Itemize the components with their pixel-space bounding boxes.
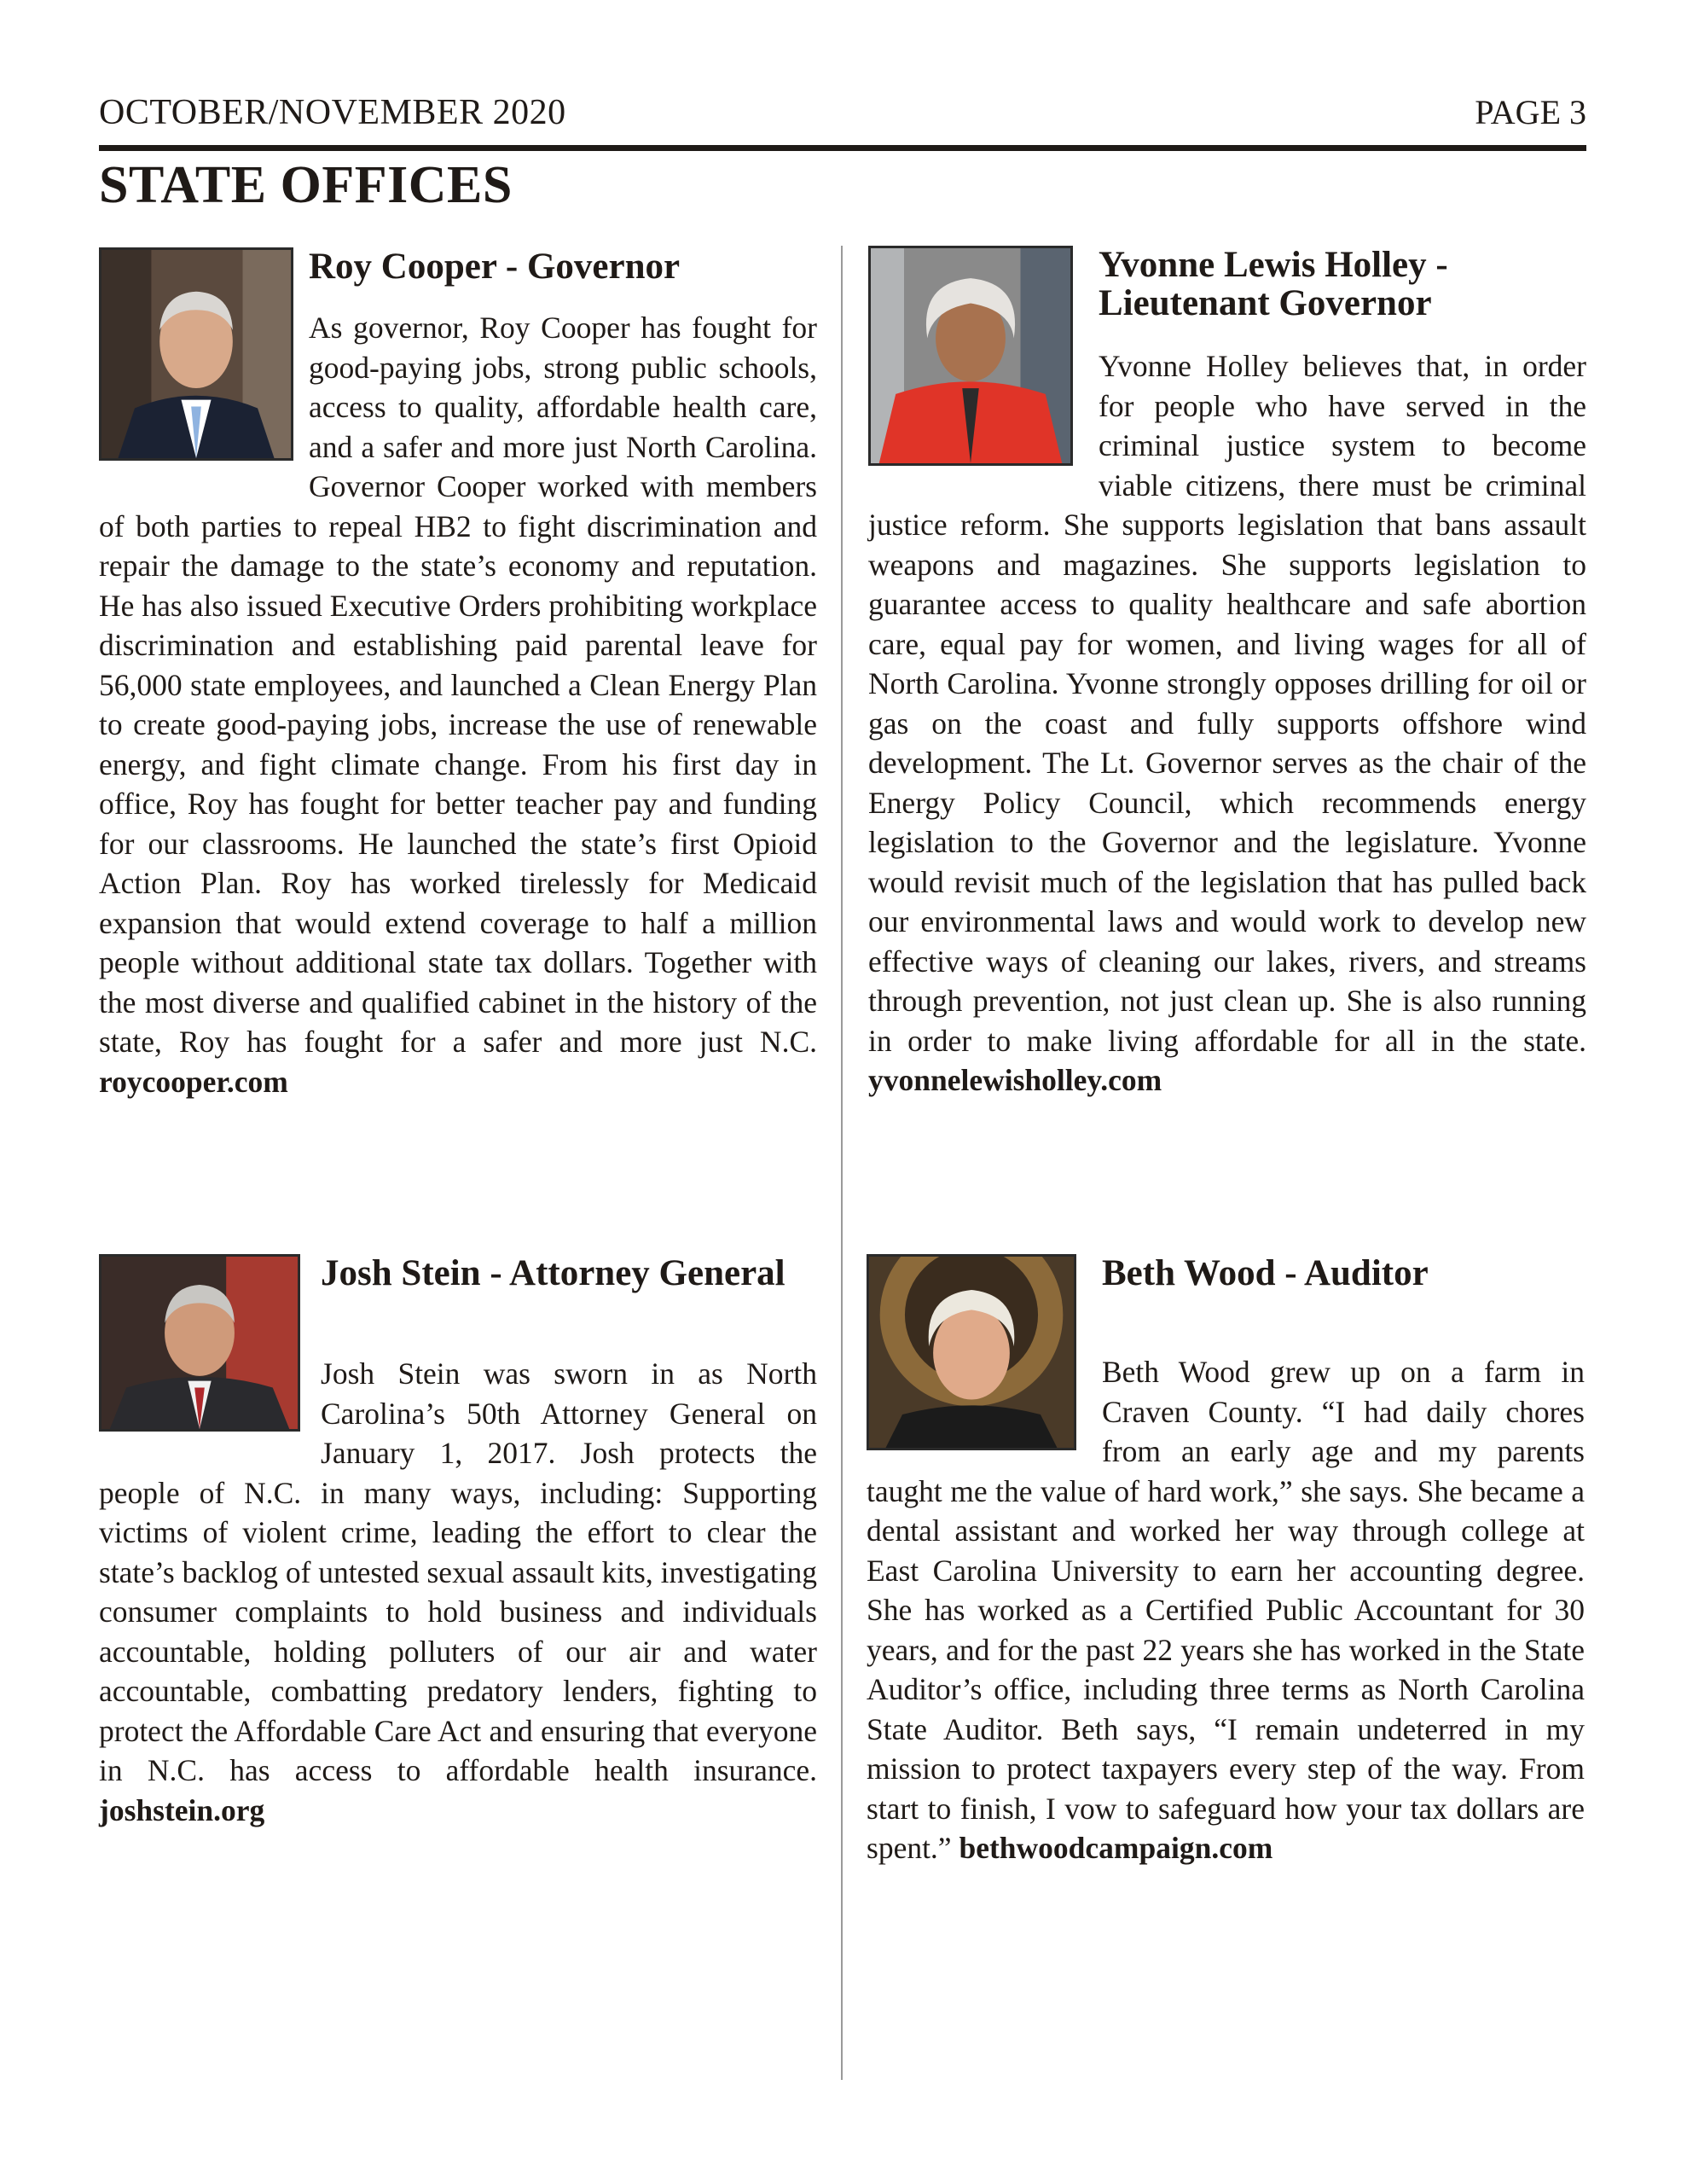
photo-roy-cooper xyxy=(99,247,293,461)
article-name: Yvonne Lewis Holley - Lieutenant Governor xyxy=(1099,245,1448,323)
header-rule xyxy=(99,145,1586,151)
article-name: Roy Cooper - Governor xyxy=(309,247,681,287)
article-text: Yvonne Holley believes that, in order for people who have served in the criminal justice system to become viable citizens, there must be criminal justice reform. She supports legislation that bans assault weapons and magazines. She supports legislation to guarantee access to quality healthcare and safe abortion care, equal pay for women, and living wages for all of North Carolina. Yvonne strongly opposes drilling for oil or gas on the coast and fully supports offshore wind development. The Lt. Governor serves as the chair of the Energy Policy Council, which recommends energy legislation to the Governor and the legislature. Yvonne would revisit much of the legislation that has pulled back our environmental laws and would work to develop new effective ways of cleaning our lakes, rivers, and streams through prevention, not just clean up. She is also running in order to make living affordable for all in the state. xyxy=(868,349,1586,1058)
article-yvonne-lewis-holley xyxy=(868,246,1586,1101)
article-text: Josh Stein was sworn in as North Carolina’s 50th Attorney General on January 1, 2017. Josh protects the people of N.C. in many ways, including: Supporting victims of violent crime, leading the effort to clear the state’s backlog of untested sexual assault kits, investigating consumer complaints to hold business and individuals accountable, holding polluters of our air and water accountable, combatting predatory lenders, fighting to protect the Affordable Care Act and ensuring that everyone in N.C. has access to affordable health insurance. xyxy=(99,1356,817,1787)
website-link[interactable]: roycooper.com xyxy=(99,1064,288,1099)
photo-beth-wood xyxy=(867,1254,1076,1450)
website-link[interactable]: joshstein.org xyxy=(99,1792,265,1827)
column-divider xyxy=(841,246,843,2080)
section-title: STATE OFFICES xyxy=(99,156,513,214)
article-name: Josh Stein - Attorney General xyxy=(321,1253,786,1293)
page-number: PAGE 3 xyxy=(1475,93,1586,131)
article-text: As governor, Roy Cooper has fought for good-paying jobs, strong public schools, access to quality, affordable health care, and a safer and more just North Carolina. Governor Cooper worked with members of both parties to repeal HB2 to fight discrimination and repair the damage to the state’s economy and reputation. He has also issued Executive Orders prohibiting workplace discrimination and establishing paid parental leave for 56,000 state employees, and launched a Clean Energy Plan to create good-paying jobs, increase the use of renewable energy, and fight climate change. From his first day in office, Roy has fought for better teacher pay and funding for our classrooms. He launched the state’s first Opioid Action Plan. Roy has worked tirelessly for Medicaid expansion that would extend coverage to half a million people without additional state tax dollars. Together with the most diverse and qualified cabinet in the history of the state, Roy has fought for a safer and more just N.C. xyxy=(99,311,817,1059)
article-josh-stein xyxy=(99,1254,817,1830)
photo-yvonne-lewis-holley xyxy=(868,246,1073,466)
article-text: Beth Wood grew up on a farm in Craven County. “I had daily chores from an early age and my parents taught me the value of hard work,” she says. She became a dental assistant and worked her way through college at East Carolina University to earn her accounting degree. She has worked as a Certified Public Accountant for 30 years, and for the past 22 years she has worked in the State Auditor’s office, including three terms as North Carolina State Auditor. Beth says, “I remain undeterred in my mission to protect taxpayers every step of the way. From start to finish, I vow to safeguard how your tax dollars are spent.” xyxy=(867,1355,1585,1865)
article-name: Beth Wood - Auditor xyxy=(1102,1253,1429,1293)
photo-josh-stein xyxy=(99,1254,300,1432)
article-beth-wood xyxy=(867,1254,1585,1868)
article-roy-cooper xyxy=(99,247,817,1101)
website-link[interactable]: yvonnelewisholley.com xyxy=(868,1063,1162,1097)
website-link[interactable]: bethwoodcampaign.com xyxy=(959,1831,1273,1865)
page-header xyxy=(99,92,1586,143)
issue-date: OCTOBER/NOVEMBER 2020 xyxy=(99,93,566,132)
